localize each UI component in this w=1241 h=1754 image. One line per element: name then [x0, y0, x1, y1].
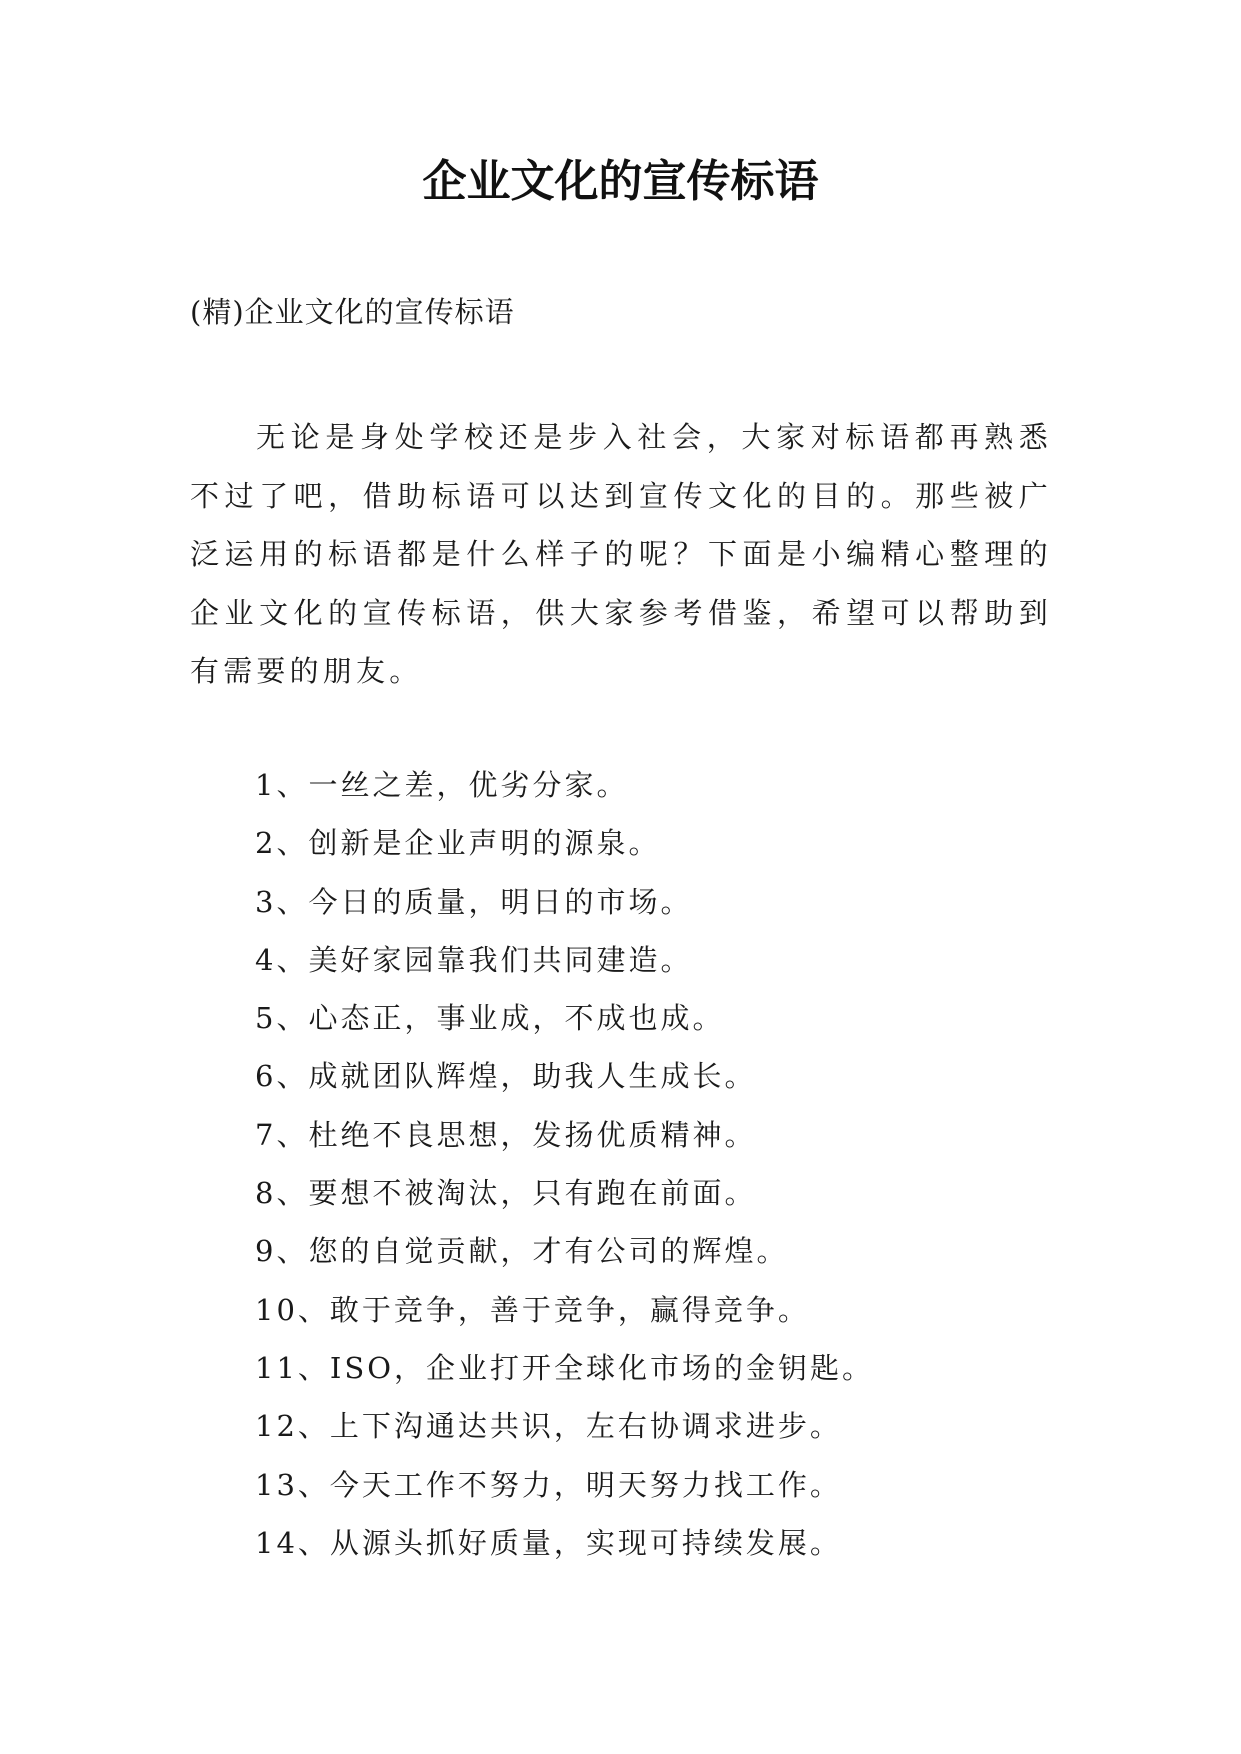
slogan-item: 10、敢于竞争，善于竞争，赢得竞争。 [255, 1292, 810, 1327]
slogan-item: 4、美好家园靠我们共同建造。 [255, 942, 693, 977]
document-title: 企业文化的宣传标语 [422, 156, 819, 207]
document-subtitle: (精)企业文化的宣传标语 [190, 295, 515, 329]
slogan-item: 13、今天工作不努力，明天努力找工作。 [255, 1467, 842, 1502]
slogan-item: 8、要想不被淘汰，只有跑在前面。 [255, 1176, 757, 1211]
slogan-item: 14、从源头抓好质量，实现可持续发展。 [255, 1525, 842, 1560]
slogan-item: 5、心态正，事业成，不成也成。 [255, 1001, 725, 1036]
slogan-item: 7、杜绝不良思想，发扬优质精神。 [255, 1117, 757, 1152]
slogan-item: 2、创新是企业声明的源泉。 [255, 826, 661, 861]
intro-paragraph: 无论是身处学校还是步入社会，大家对标语都再熟悉不过了吧，借助标语可以达到宣传文化的目的。那些被广泛运用的标语都是什么样子的呢？下面是小编精心整理的企业文化的宣传标语，供大家参考借鉴，希望可以帮助到有需要的朋友。 [190, 420, 1052, 688]
slogan-item: 11、ISO，企业打开全球化市场的金钥匙。 [255, 1350, 874, 1385]
slogan-item: 6、成就团队辉煌，助我人生成长。 [255, 1059, 757, 1094]
slogan-list [255, 756, 874, 1572]
slogan-item: 9、您的自觉贡献，才有公司的辉煌。 [255, 1234, 789, 1269]
slogan-item: 3、今日的质量，明日的市场。 [255, 884, 693, 919]
slogan-item: 12、上下沟通达共识，左右协调求进步。 [255, 1409, 842, 1444]
slogan-item: 1、一丝之差，优劣分家。 [255, 768, 629, 802]
